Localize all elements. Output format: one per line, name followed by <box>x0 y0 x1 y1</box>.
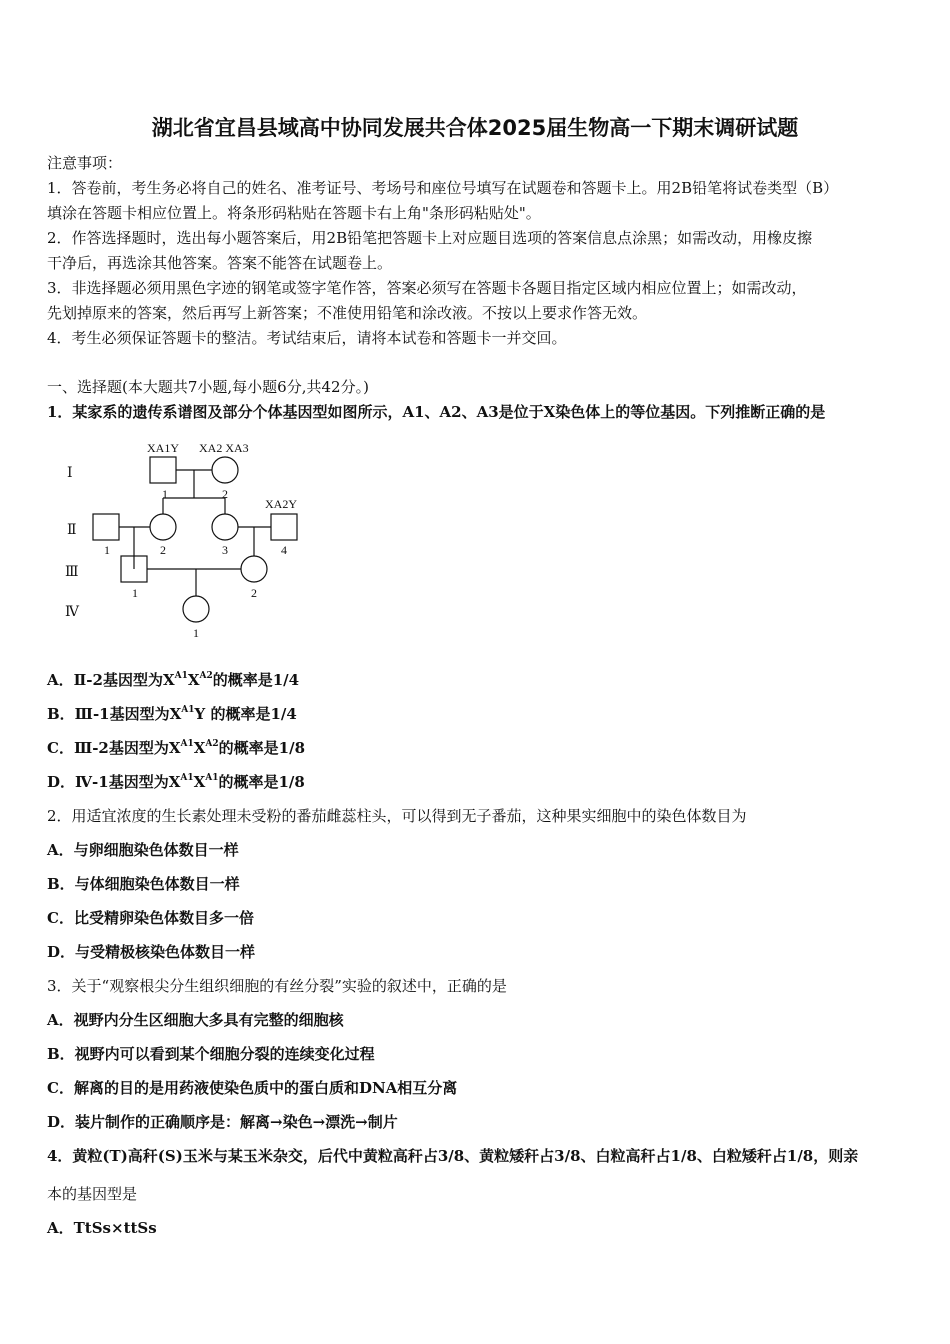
section-heading: 一、选择题(本大题共7小题,每小题6分,共42分。) <box>47 378 369 396</box>
question-1-option-a: A．Ⅱ-2基因型为$X^{A1}X^{A2}$的概率是1/4 <box>47 671 300 689</box>
pedigree-number: 1 <box>162 487 168 501</box>
question-2-option-b: B．与体细胞染色体数目一样 <box>47 875 240 893</box>
pedigree-II-1-male <box>93 514 119 540</box>
question-2-option-d: D．与受精极核染色体数目一样 <box>47 943 256 961</box>
question-3-stem: 3．关于“观察根尖分生组织细胞的有丝分裂”实验的叙述中，正确的是 <box>47 977 507 995</box>
pedigree-genotype-label: XA2Y <box>265 497 297 511</box>
question-1-option-c: C．Ⅲ-2基因型为$X^{A1}X^{A2}$的概率是1/8 <box>47 739 306 757</box>
pedigree-II-2-female <box>150 514 176 540</box>
generation-label: Ⅰ <box>67 466 73 481</box>
question-3-option-d: D．装片制作的正确顺序是：解离→染色→漂洗→制片 <box>47 1113 398 1131</box>
pedigree-genotype-label: XA2 XA3 <box>199 441 249 455</box>
notice-line: 4．考生必须保证答题卡的整洁。考试结束后，请将本试卷和答题卡一并交回。 <box>47 329 567 347</box>
generation-label: Ⅱ <box>67 523 77 538</box>
pedigree-I-1-male <box>150 457 176 483</box>
pedigree-number: 3 <box>222 543 228 557</box>
notice-line: 2．作答选择题时，选出每小题答案后，用2B铅笔把答题卡上对应题目选项的答案信息点涂黑；如需改动，用橡皮擦 <box>47 229 813 247</box>
question-3-option-a: A．视野内分生区细胞大多具有完整的细胞核 <box>47 1011 344 1029</box>
question-1-stem: 1．某家系的遗传系谱图及部分个体基因型如图所示，A1、A2、A3是位于X染色体上的等位基因。下列推断正确的是 <box>47 403 826 421</box>
question-2-option-c: C．比受精卵染色体数目多一倍 <box>47 909 254 927</box>
pedigree-number: 1 <box>104 543 110 557</box>
pedigree-II-4-male <box>271 514 297 540</box>
pedigree-III-2-female <box>241 556 267 582</box>
notice-line: 干净后，再选涂其他答案。答案不能答在试题卷上。 <box>47 254 393 272</box>
pedigree-diagram <box>55 432 325 647</box>
question-4-stem-continued: 本的基因型是 <box>47 1185 138 1203</box>
question-2-option-a: A．与卵细胞染色体数目一样 <box>47 841 239 859</box>
question-3-option-c: C．解离的目的是用药液使染色质中的蛋白质和DNA相互分离 <box>47 1079 458 1097</box>
pedigree-number: 2 <box>222 487 228 501</box>
pedigree-number: 2 <box>251 586 257 600</box>
question-3-option-b: B．视野内可以看到某个细胞分裂的连续变化过程 <box>47 1045 375 1063</box>
pedigree-number: 1 <box>132 586 138 600</box>
question-4-stem: 4．黄粒(T)高秆(S)玉米与某玉米杂交，后代中黄粒高秆占3/8、黄粒矮秆占3/8、白粒高秆占1/8、白粒矮秆占1/8，则亲 <box>47 1147 859 1165</box>
page-title: 湖北省宜昌县域高中协同发展共合体2025届生物高一下期末调研试题 <box>151 116 799 140</box>
pedigree-II-3-female <box>212 514 238 540</box>
notice-line: 先划掉原来的答案，然后再写上新答案；不准使用铅笔和涂改液。不按以上要求作答无效。 <box>47 304 648 322</box>
notice-line: 3．非选择题必须用黑色字迹的钢笔或签字笔作答，答案必须写在答题卡各题目指定区域内相应位置上；如需改动， <box>47 279 807 297</box>
question-1-option-d: D．Ⅳ-1基因型为$X^{A1}X^{A1}$的概率是1/8 <box>47 773 305 791</box>
notice-line: 填涂在答题卡相应位置上。将条形码粘贴在答题卡右上角"条形码粘贴处"。 <box>47 204 541 222</box>
pedigree-IV-1-female <box>183 596 209 622</box>
question-2-stem: 2．用适宜浓度的生长素处理未受粉的番茄雌蕊柱头，可以得到无子番茄，这种果实细胞中的染色体数目为 <box>47 807 747 825</box>
generation-label: Ⅲ <box>65 565 79 580</box>
pedigree-number: 2 <box>160 543 166 557</box>
pedigree-number: 1 <box>193 626 199 640</box>
pedigree-I-2-female <box>212 457 238 483</box>
question-4-option-a: A．TtSs×ttSs <box>47 1219 157 1237</box>
pedigree-number: 4 <box>281 543 287 557</box>
notice-line: 1．答卷前，考生务必将自己的姓名、准考证号、考场号和座位号填写在试题卷和答题卡上。用2B铅笔将试卷类型（B） <box>47 179 839 197</box>
pedigree-genotype-label: XA1Y <box>147 441 179 455</box>
question-1-option-b: B．Ⅲ-1基因型为$X^{A1}Y$ 的概率是1/4 <box>47 705 297 723</box>
notice-heading: 注意事项： <box>47 154 123 172</box>
generation-label: Ⅳ <box>65 605 79 620</box>
